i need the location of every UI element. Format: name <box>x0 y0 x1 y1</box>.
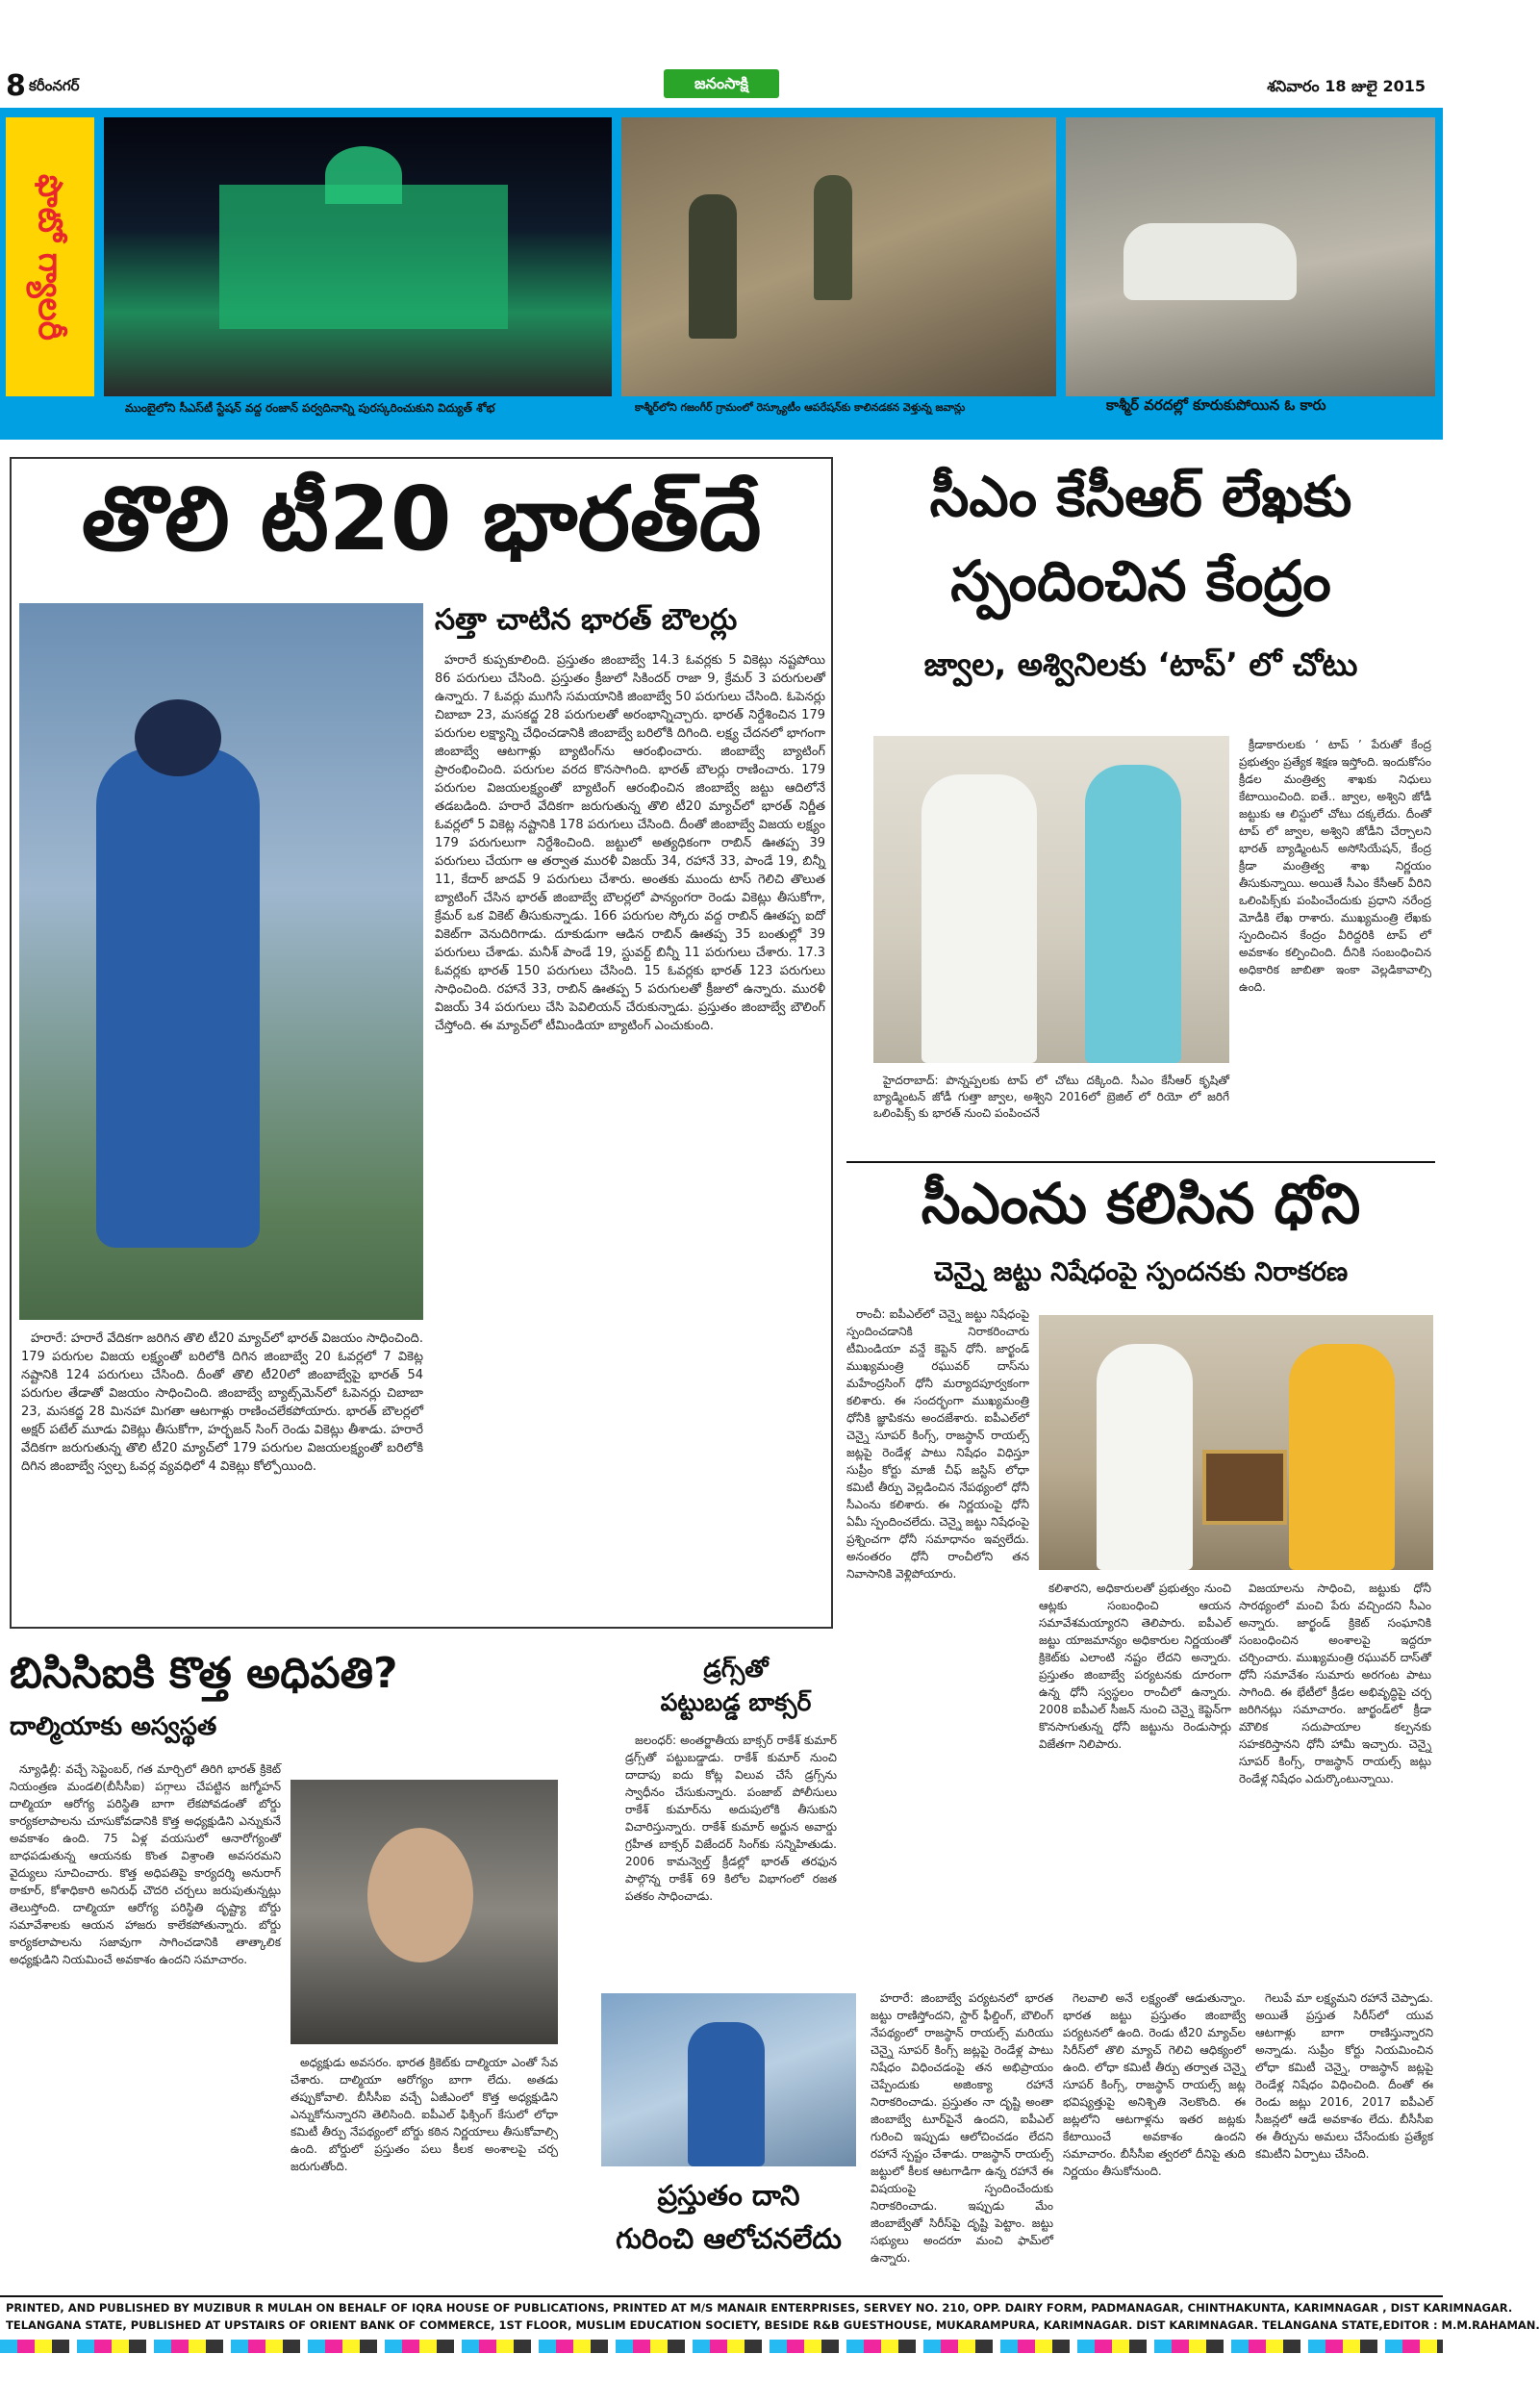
rahane-body-col3 <box>1255 1989 1433 2283</box>
logo-text: జనంసాక్షి <box>694 74 748 92</box>
bcci-subhead: దాల్మియాకు అస్వస్థత <box>10 1712 217 1741</box>
t20-body-text: హరారే కుప్పకూలింది. ప్రస్తుతం జింబాబ్వే 14.3 ఓవర్లకు 5 వికెట్లు నష్టపోయి 86 పరుగులు చేసింది. ప్రస్తుతం క్రీజులో సికిందర్ రాజా 9, క్రేమర్ 3 పరుగులతో ఉన్నారు. 7 ఓవర్లు ముగిసే సమయానికి జింబాబ్వే 50 పరుగులు చేసింది. ఓపెనర్లు చిబాబా 23, మసకద్జ 28 పరుగులతో అరంభాన్నిచ్చారు. భారత్ నిర్దేశించిన 179 పరుగుల లక్ష్యాన్ని చేధించడానికి జింబాబ్వే బరిలోకి దిగింది. లక్ష్య చేదనలో భాగంగా జింబాబ్వే ఆటగాళ్లు బ్యాటింగ్‌ను ఆరంభించారు. జింబాబ్వే బ్యాటింగ్ ప్రారంభించింది. పరుగుల వరద కొనసాగింది. భారత్ బౌలర్లు రాణించారు. 179 పరుగుల విజయలక్ష్యంతో బ్యాటింగ్ ఆరంభించిన జింబాబ్వే జట్టు ఆదిలోనే తడబడింది. హరారే వేదికగా జరుగుతున్న తొలి టీ20 మ్యాచ్‌లో భారత్ నిర్ణీత ఓవర్లలో 5 వికెట్ల నష్టానికి 178 పరుగులు చేసింది. దీంతో జింబాబ్వే విజయ లక్ష్యం 179 పరుగులుగా నిర్దేశించింది. జట్టులో అత్యధికంగా రాబిన్ ఊతప్ప 39 పరుగులు చేయగా ఆ తర్వాత మురళీ విజయ్ 34, రహానే 33, పాండే 19, బిన్నీ 11, కేదార్ జాదవ్ 9 పరుగులు చేశారు. అంతకు ముందు టాస్ గెలిచి తొలుత బ్యాటింగ్ చేసిన భారత్ జింబాబ్వే బౌలర్లలో పాన్యంగరా రెండు వికెట్లు తీసుకోగా, క్రేమర్ ఒక వికెట్ తీసుకున్నాడు. 166 పరుగుల స్కోరు వద్ద రాబిన్ ఊతప్ప ఐదో వికెట్‌గా వెనుదిరిగాడు. దూకుడుగా ఆడిన రాబిన్ ఊతప్ప 35 బంతుల్లో 39 పరుగులు చేశాడు. మనీశ్ పాండే 19, స్టువర్ట్ బిన్నీ 11 పరుగులు చేశారు. 17.3 ఓవర్లకు భారత్ 150 పరుగులు చేసింది. 15 ఓవర్లకు భారత్ 123 పరుగులు సాధించింది. రహానే 33, రాబిన్ ఊతప్ప 5 పరుగులతో క్రీజులో ఉన్నారు. మురళీ విజయ్ 34 పరుగులు చేసి పెవిలియన్ చేరుకున్నాడు. ప్రస్తుతం జింబాబ్వే బౌలింగ్ చేస్తోంది. ఈ మ్యాచ్‌లో టీమిండియా బ్యాటింగ్ ఎంచుకుంది. <box>435 653 825 1033</box>
page-number: 8 <box>6 69 26 103</box>
dhoni-body3-text: విజయాలను సాధించి, జట్టుకు ధోనీ సారథ్యంలో మంచి పేరు వచ్చిందని సీఎం అన్నారు. జార్ఖండ్ క్రికెట్ సంఘానికి సంబంధించిన అంశాలపై ఇద్దరూ చర్చించారు. ముఖ్యమంత్రి రఘువర్ దాస్‌తో ధోనీ సమావేశం సుమారు అరగంట పాటు సాగింది. ఈ భేటీలో క్రీడల అభివృద్ధిపై చర్చ జరిగినట్లు సమాచారం. జార్ఖండ్‌లో క్రీడా మౌలిక సదుపాయాల కల్పనకు సహకరిస్తానని ధోనీ హామీ ఇచ్చారు. చెన్నై సూపర్ కింగ్స్, రాజస్థాన్ రాయల్స్ జట్లు రెండేళ్ల నిషేధం ఎదుర్కొంటున్నాయి. <box>1239 1582 1431 1785</box>
dhoni-body-text: రాంచీ: ఐపీఎల్‌లో చెన్నై జట్టు నిషేధంపై స్పందించడానికి నిరాకరించారు టీమిండియా వన్డే కెప్టెన్ ధోనీ. జార్ఖండ్ ముఖ్యమంత్రి రఘువర్ దాస్‌ను మహేంద్రసింగ్ ధోనీ మర్యాదపూర్వకంగా కలిశారు. ఈ సందర్భంగా ముఖ్యమంత్రి ధోనీకి జ్ఞాపికను అందజేశారు. ఐపీఎల్‌లో చెన్నై సూపర్ కింగ్స్, రాజస్థాన్ రాయల్స్ జట్లపై రెండేళ్ల పాటు నిషేధం విధిస్తూ సుప్రీం కోర్టు మాజీ చీఫ్ జస్టిస్ లోధా కమిటీ తీర్పు వెల్లడించిన నేపథ్యంలో ధోనీ సీఎంను కలిశారు. ఈ నిర్ణయంపై ధోనీ ఏమీ స్పందించలేదు. చెన్నై జట్టు నిషేధంపై ప్రశ్నించగా ధోనీ సమాధానం ఇవ్వలేదు. అనంతరం ధోనీ రాంచీలోని తన నివాసానికి వెళ్లిపోయారు. <box>846 1307 1029 1581</box>
player-figure <box>1085 765 1181 1063</box>
rahane-body3-text: గెలుపే మా లక్ష్యమని రహానే చెప్పాడు. అయితే ప్రస్తుత సిరీస్‌లో యువ ఆటగాళ్లు బాగా రాణిస్తున్నారని అన్నాడు. సుప్రీం కోర్టు నియమించిన లోధా కమిటీ చెన్నై, రాజస్థాన్ జట్లపై రెండేళ్ల నిషేధం విధించింది. దీంతో ఈ రెండు జట్లు 2016, 2017 ఐపీఎల్ సీజన్లలో ఆడే అవకాశం లేదు. బీసీసీఐ ఈ తీర్పును అమలు చేసేందుకు ప్రత్యేక కమిటీని ఏర్పాటు చేసింది. <box>1255 1991 1433 2161</box>
soldier-figure <box>689 194 737 339</box>
kcr-headline-line-2: స్పందించిన కేంద్రం <box>950 548 1331 614</box>
boxer-headline-line-1: డ్రగ్స్‌తో <box>703 1655 769 1683</box>
cm-figure <box>921 774 1037 1063</box>
batsman-figure <box>96 747 260 1248</box>
masthead <box>0 0 1443 106</box>
kcr-caption-text: హైదరాబాద్: పొన్నప్పలకు టాప్ లో చోటు దక్కింది. సీఎం కేసీఆర్ కృషితో బ్యాడ్మింటన్ జోడీ గుత్తా జ్వాల, అశ్విని 2016లో బ్రెజిల్ లో రియో లో జరిగే ఒలింపిక్స్ కు భారత్ నుంచి పంపించనే <box>873 1074 1229 1120</box>
rahane-headline-line-2: గురించి ఆలోచనలేదు <box>616 2222 842 2255</box>
gallery-photo-cst-station <box>104 117 612 396</box>
gallery-photo-flood-car <box>1066 117 1435 396</box>
dhoni-body-col2 <box>1039 1580 1231 1751</box>
soldier-figure <box>814 175 852 300</box>
dhoni-photo <box>1039 1315 1433 1570</box>
bcci-body-text: న్యూఢిల్లీ: వచ్చే సెప్టెంబర్, గత మార్చిలో తిరిగి భారత్ క్రికెట్ నియంత్రణ మండలి(బీసీసీఐ) పగ్గాలు చేపట్టిన జగ్మోహన్ దాల్మియా ఆరోగ్య పరిస్థితి బాగా లేకపోవడంతో బోర్డు కార్యకలాపాలను చూసుకోవడానికి కొత్త అధ్యక్షుడిని ఎన్నుకునే అవకాశం ఉంది. 75 ఏళ్ల వయసులో ఆనారోగ్యంతో బాధపడుతున్న ఆయనకు కొంత విశ్రాంతి అవసరమని వైద్యులు సూచించారు. కొత్త అధిపతిపై కార్యదర్శి అనురాగ్ ఠాకూర్, కోశాధికారి అనిరుధ్ చౌదరి చర్చలు జరుపుతున్నట్లు తెలుస్తోంది. దాల్మియా ఆరోగ్య పరిస్థితి దృష్ట్యా బోర్డు సమావేశాలకు ఆయన హాజరు కాలేకపోతున్నారు. బోర్డు కార్యకలాపాలను సజావుగా సాగించడానికి తాత్కాలిక అధ్యక్షుడిని నియమించే అవకాశం ఉందని సమాచారం. <box>10 1762 281 1966</box>
boxer-story <box>625 1655 846 1972</box>
city-label: కరీంనగర్ <box>29 77 80 94</box>
gallery-photo-soldiers <box>621 117 1056 396</box>
rahane-body2-text: గెలవాలి అనే లక్ష్యంతో ఆడుతున్నాం. భారత జట్టు ప్రస్తుతం జింబాబ్వే పర్యటనలో ఉంది. రెండు టీ20 మ్యాచ్‌ల సిరీస్‌లో తొలి మ్యాచ్ గెలిచి ఆధిక్యంలో ఉంది. లోధా కమిటీ తీర్పు తర్వాత చెన్నై సూపర్ కింగ్స్, రాజస్థాన్ రాయల్స్ జట్ల భవిష్యత్తుపై అనిశ్చితి నెలకొంది. ఈ జట్లలోని ఆటగాళ్లను ఇతర జట్లకు కేటాయించే అవకాశం ఉందని సమాచారం. బీసీసీఐ త్వరలో దీనిపై తుది నిర్ణయం తీసుకోనుంది. <box>1063 1991 1246 2178</box>
photo-gallery <box>0 108 1443 440</box>
t20-caption-text: హరారే: హరారే వేదికగా జరిగిన తొలి టీ20 మ్యాచ్‌లో భారత్ విజయం సాధించింది. 179 పరుగుల విజయ లక్ష్యంతో బరిలోకి దిగిన జింబాబ్వే 20 ఓవర్లలో 7 వికెట్ల నష్టానికి 124 పరుగులు చేసింది. దీంతో తొలి టీ20లో జింబాబ్వేపై భారత్ 54 పరుగుల తేడాతో విజయం సాధించింది. జింబాబ్వే బ్యాట్స్‌మెన్‌లో ఓపెనర్లు చిబాబా 23, మసకద్జ 28 మినహా మిగతా ఆటగాళ్లు రాణించలేకపోయారు. భారత్ బౌలర్లలో అక్షర్ పటేల్ మూడు వికెట్లు తీసుకోగా, హర్భజన్ సింగ్ రెండు వికెట్లు తీశాడు. హరారే వేదికగా జరుగుతున్న తొలి టీ20 మ్యాచ్‌లో 179 పరుగుల విజయలక్ష్యంతో బరిలోకి దిగిన జింబాబ్వే స్వల్ప ఓవర్ల వ్యవధిలో 4 వికెట్లు కోల్పోయింది. <box>21 1331 423 1474</box>
dhoni-figure <box>1097 1344 1193 1570</box>
gallery-caption-1: ముంబైలోని సీఎస్‌టీ స్టేషన్ వద్ద రంజాన్ పర్వదినాన్ని పురస్కరించుకుని విద్యుత్ శోభ <box>125 401 495 415</box>
cm-figure <box>1289 1344 1395 1570</box>
dhoni-subhead: చెన్నై జట్టు నిషేధంపై స్పందనకు నిరాకరణ <box>933 1257 1349 1287</box>
building-dome <box>325 146 402 204</box>
kcr-dhoni-divider <box>846 1161 1435 1163</box>
boxer-body <box>625 1732 837 1962</box>
boxer-headline-line-2: పట్టుబడ్డ బాక్సర్ <box>660 1688 812 1716</box>
t20-batsman-photo <box>19 603 423 1320</box>
bcci-body2-text: అధ్యక్షుడు అవసరం. భారత క్రికెట్‌కు దాల్మియా ఎంతో సేవ చేశారు. దాల్మియా ఆరోగ్యం బాగా లేదు. అతడు తప్పుకోవాలి. బీసీసీఐ వచ్చే ఏజీఎంలో కొత్త అధ్యక్షుడిని ఎన్నుకోనున్నారని తెలిసింది. ఐపీఎల్ ఫిక్సింగ్ కేసులో లోధా కమిటీ తీర్పు నేపథ్యంలో బోర్డు కఠిన నిర్ణయాలు తీసుకోవాల్సి ఉంది. బోర్డులో ప్రస్తుతం పలు కీలక అంశాలపై చర్చ జరుగుతోంది. <box>290 2056 558 2173</box>
gallery-label-text: ఫొటో గ్యాలరీ <box>31 173 69 341</box>
color-registration-bar <box>0 2340 1443 2353</box>
bcci-body <box>10 1760 281 2261</box>
kcr-subhead: జ్వాల, అశ్వినిలకు ‘టాప్’ లో చోటు <box>923 646 1358 683</box>
kcr-headline-line-1: సీఎం కేసీఆర్ లేఖకు <box>929 464 1352 529</box>
rahane-body <box>871 1989 1053 2283</box>
newspaper-logo <box>664 69 779 98</box>
dhoni-body2-text: కలిశారని, అధికారులతో ప్రభుత్వం నుంచి ఆట్లకు సంబంధించి ఆయన సమావేశమయ్యారని తెలిపారు. ఐపీఎల్ జట్టు యాజమాన్యం అధికారుల నిర్ణయంతో క్రికెట్‌కు ఎలాంటి నష్టం లేదని అన్నారు. ప్రస్తుతం జింబాబ్వే పర్యటనకు దూరంగా ఉన్న ధోనీ స్వస్థలం రాంచీలో ఉన్నారు. 2008 ఐపీఎల్ సీజన్ నుంచి చెన్నై కెప్టెన్‌గా కొనసాగుతున్న ధోనీ జట్టును రెండుసార్లు విజేతగా నిలిపారు. <box>1039 1582 1231 1751</box>
dalmiya-photo <box>290 1780 558 2044</box>
rahane-photo <box>601 1993 856 2166</box>
bcci-body-col2 <box>290 2054 558 2261</box>
kcr-photo-caption <box>873 1073 1229 1150</box>
rahane-body-text: హరారే: జింబాబ్వే పర్యటనలో భారత జట్టు రాణిస్తోందని, స్టార్ ఫీల్డింగ్, బౌలింగ్ నేపథ్యంలో రాజస్థాన్ రాయల్స్ మరియు చెన్నై సూపర్ కింగ్స్ జట్లపై రెండేళ్ల పాటు నిషేధం విధించడంపై తన అభిప్రాయం చెప్పేందుకు అజింక్యా రహానే నిరాకరించాడు. ప్రస్తుతం నా దృష్టి అంతా జింబాబ్వే టూర్‌పైనే ఉందని, ఐపీఎల్ గురించి ఇప్పుడు ఆలోచించడం లేదని రహానే స్పష్టం చేశాడు. రాజస్థాన్ రాయల్స్ జట్టులో కీలక ఆటగాడిగా ఉన్న రహానే ఈ విషయంపై స్పందించేందుకు నిరాకరించాడు. ఇప్పుడు మేం జింబాబ్వేతో సిరీస్‌పై దృష్టి పెట్టాం. జట్టు సభ్యులు అందరూ మంచి ఫామ్‌లో ఉన్నారు. <box>871 1991 1053 2265</box>
building-silhouette <box>219 185 508 329</box>
t20-headline: తొలి టీ20 భారత్‌దే <box>81 468 762 570</box>
boxer-body-text: జలంధర్: అంతర్జాతీయ బాక్సర్ రాకేశ్ కుమార్ డ్రగ్స్‌తో పట్టుబడ్డాడు. రాకేశ్ కుమార్ నుంచి దాదాపు ఐదు కోట్ల విలువ చేసే డ్రగ్స్‌ను స్వాధీనం చేసుకున్నారు. పంజాబ్ పోలీసులు రాకేశ్ కుమార్‌ను అదుపులోకి తీసుకుని విచారిస్తున్నారు. రాకేశ్ కుమార్ అర్జున అవార్డు గ్రహీత బాక్సర్ విజేందర్ సింగ్‌కు సన్నిహితుడు. 2006 కామన్వెల్త్ క్రీడల్లో భారత్ తరఫున పాల్గొన్న రాకేశ్ 69 కిలోల విభాగంలో రజత పతకం సాధించాడు. <box>625 1734 837 1903</box>
bcci-headline: బిసిసిఐకి కొత్త అధిపతి? <box>10 1649 398 1698</box>
rahane-headline-line-1: ప్రస్తుతం దాని <box>657 2179 800 2212</box>
dhoni-body-col3 <box>1239 1580 1431 1785</box>
footer-rule <box>0 2295 1443 2297</box>
gallery-label <box>6 117 94 396</box>
kcr-story <box>846 457 1435 1159</box>
batsman-figure <box>688 2022 765 2166</box>
t20-subhead: సత్తా చాటిన భారత్ బౌలర్లు <box>435 603 738 637</box>
dalmiya-face <box>367 1828 473 1962</box>
car-shape <box>1123 223 1297 300</box>
t20-story <box>10 457 833 1629</box>
batsman-helmet <box>135 699 221 776</box>
gallery-caption-2: కాశ్మీర్‌లోని గజంగీర్ గ్రామంలో రెస్క్యూటీం ఆపరేషన్‌కు కాలినడకన వెళ్తున్న జవాన్లు <box>635 401 966 414</box>
dhoni-story <box>846 1166 1435 1785</box>
t20-photo-caption <box>21 1329 423 1618</box>
gallery-caption-3: కాశ్మీర్ వరదల్లో కూరుకుపోయిన ఓ కారు <box>1106 396 1326 414</box>
t20-body <box>435 651 825 1621</box>
bcci-story <box>10 1645 616 2270</box>
rahane-body-col2 <box>1063 1989 1246 2283</box>
dhoni-body <box>846 1305 1029 1690</box>
kcr-body <box>1239 736 1431 1140</box>
imprint-line-1: PRINTED, AND PUBLISHED BY MUZIBUR R MULAH ON BEHALF OF IQRA HOUSE OF PUBLICATIONS, PRINTED AT M/S MANAIR ENTERPRISES, SERVEY NO. 210, OPP. DAIRY FORM, PADMANAGAR, CHINTHAKUNTA, KARIMNAGAR , DIST KARIMNAGAR. <box>6 2301 1513 2315</box>
issue-date: శనివారం 18 జులై 2015 <box>1267 77 1426 95</box>
rahane-story <box>596 1982 1435 2290</box>
dhoni-headline: సీఎంను కలిసిన ధోని <box>921 1171 1361 1236</box>
kcr-photo <box>873 736 1229 1063</box>
kcr-body-text: క్రీడాకారులకు ‘ టాప్ ’ పేరుతో కేంద్ర ప్రభుత్వం ప్రత్యేక శిక్షణ ఇస్తోంది. ఇందుకోసం క్రీడల మంత్రిత్వ శాఖకు నిధులు కేటాయించింది. ఐతే.. జ్వాల, అశ్విని జోడీ జట్టుకు ఆ లిస్టులో చోటు దక్కలేదు. దీంతో టాప్ లో జ్వాల, అశ్విని జోడీని చేర్చాలని భారత్ బ్యాడ్మింటన్ అసోసియేషన్, కేంద్ర క్రీడా మంత్రిత్వ శాఖ నిర్ణయం తీసుకున్నాయి. అయితే సీఎం కేసీఆర్ వీరిని ఒలింపిక్స్‌కు పంపించేందుకు ప్రధాని నరేంద్ర మోడీకి లేఖ రాశారు. ముఖ్యమంత్రి లేఖకు స్పందించిన కేంద్రం వీరిద్దరికి టాప్ లో అవకాశం కల్పించింది. దీనికి సంబంధించిన అధికారిక జాబితా ఇంకా వెల్లడికావాల్సి ఉంది. <box>1239 738 1431 994</box>
memento-frame <box>1202 1450 1287 1525</box>
imprint-line-2: TELANGANA STATE, PUBLISHED AT UPSTAIRS OF ORIENT BANK OF COMMERCE, 1ST FLOOR, MUSLIM EDUCATION SOCIETY, BESIDE R&B GUESTHOUSE, MUKARAMPURA, KARIMNAGAR. DIST KARIMNAGAR. TELANGANA STATE,EDITOR : M.M.RAHAMAN. <box>6 2318 1540 2332</box>
